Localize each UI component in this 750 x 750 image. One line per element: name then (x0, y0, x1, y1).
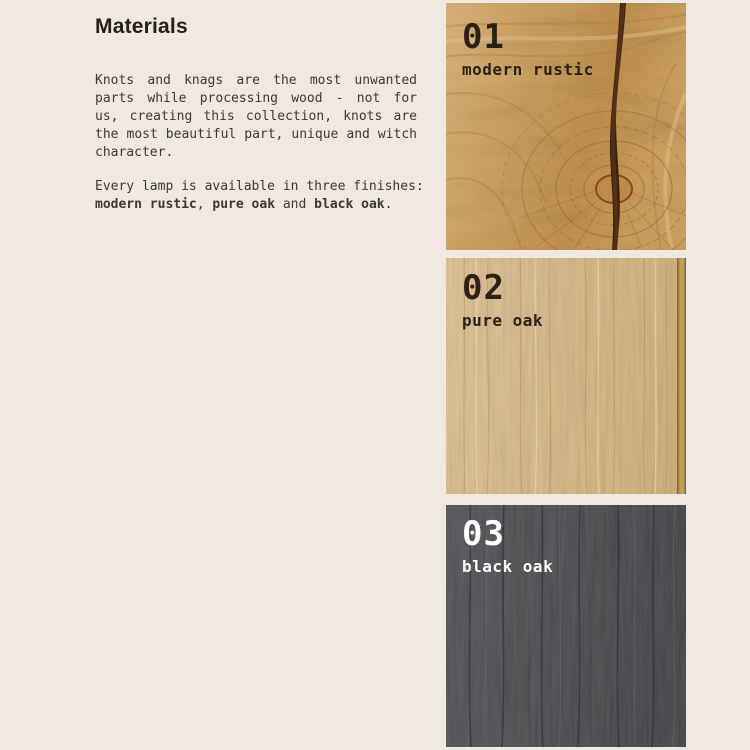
material-name: modern rustic (462, 60, 594, 79)
material-number: 01 (462, 17, 505, 57)
material-card-black-oak (446, 505, 686, 747)
paragraph-line: character. (95, 145, 174, 160)
material-card-label (462, 270, 543, 331)
material-name: black oak (462, 557, 554, 576)
material-number: 02 (462, 268, 505, 308)
finishes-line: modern rustic, pure oak and black oak. (95, 197, 393, 212)
paragraph-line: us, creating this collection, knots are (95, 109, 417, 124)
paragraph-line: the most beautiful part, unique and witch (95, 127, 417, 142)
intro-column (95, 14, 424, 214)
material-name: pure oak (462, 311, 544, 330)
material-card-label (462, 19, 594, 80)
paragraph-line: parts while processing wood - not for (95, 91, 417, 106)
material-card-modern-rustic (446, 3, 686, 250)
material-number: 03 (462, 514, 505, 554)
paragraph-line: Knots and knags are the most unwanted (95, 73, 417, 88)
finishes-intro-line: Every lamp is available in three finishes: (95, 179, 424, 194)
intro-paragraph (95, 72, 417, 162)
material-card-pure-oak (446, 258, 686, 494)
finishes-paragraph (95, 178, 424, 214)
material-card-label (462, 516, 553, 577)
page-title: Materials (95, 15, 188, 38)
